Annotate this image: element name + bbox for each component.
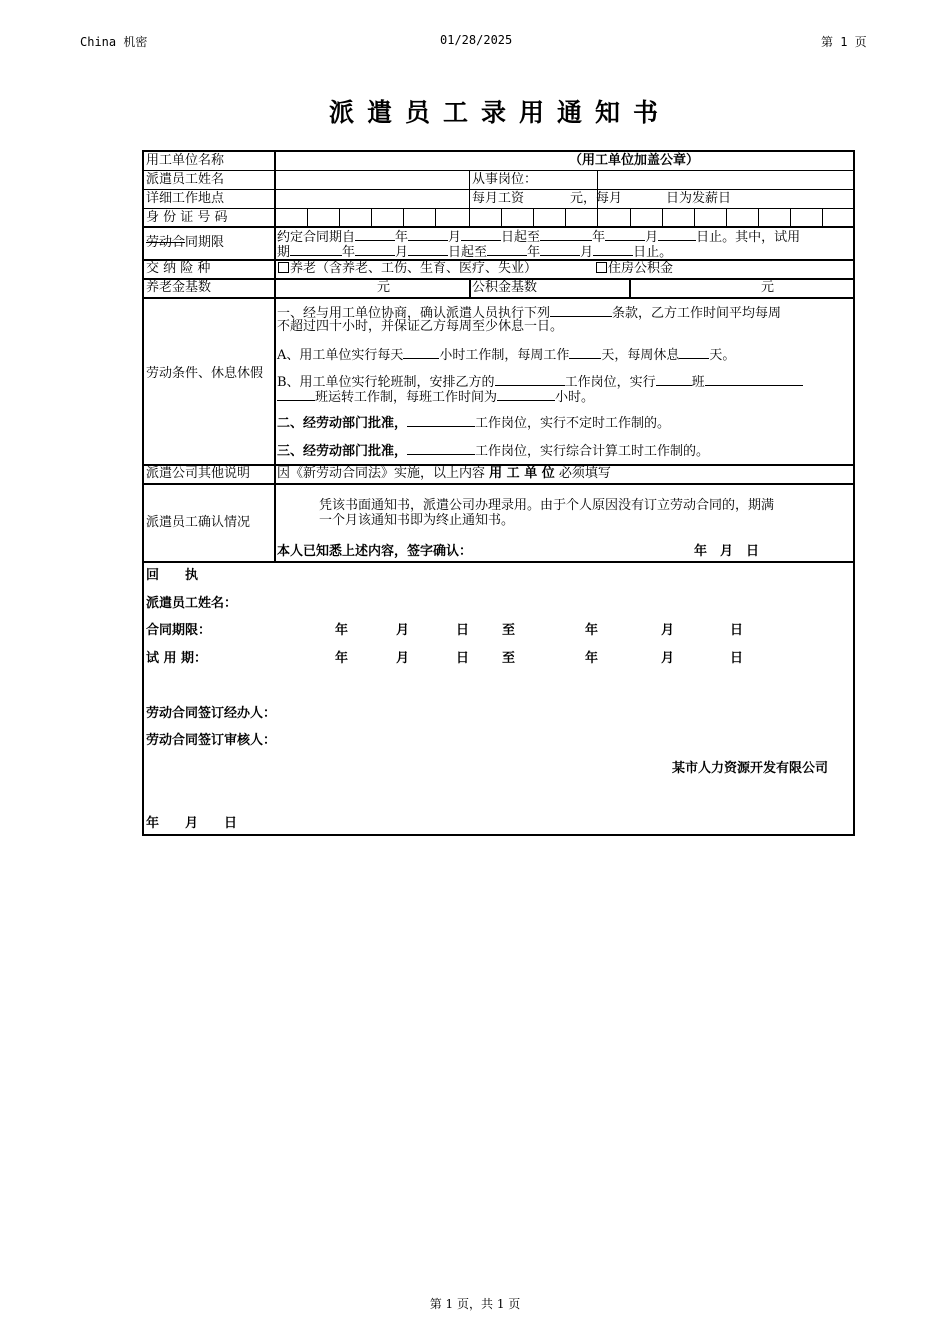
other-notes-text: 因《新劳动合同法》实施，以上内容 用 工 单 位 必须填写 [277,466,611,481]
receipt-probation-day-to: 日 [730,651,744,666]
position-label: 从事岗位： [472,172,538,187]
checkbox-icon[interactable] [278,262,289,273]
receipt-probation-day-from: 日 [456,651,470,666]
employee-name-label: 派遣员工姓名 [146,172,225,187]
receipt-probation-month-to: 月 [661,651,675,666]
receipt-probation-label: 试 用 期： [146,651,208,666]
receipt-contract-day-from: 日 [456,623,470,638]
pension-base-label: 养老金基数 [146,280,212,295]
labor-clause-1: 一、经与用工单位协商，确认派遣人员执行下列 条款，乙方工作时间平均每周 [277,306,782,321]
receipt-probation-year-from: 年 [335,651,349,666]
receipt-contract-month-to: 月 [661,623,675,638]
signature-confirm-label: 本人已知悉上述内容，签字确认： [277,544,473,559]
insurance-label: 交 纳 险 种 [146,261,211,276]
contract-period-label: 劳动合同期限 [146,235,225,250]
document-title: 派遣员工录用通知书 [328,98,671,127]
insurance-option-pension[interactable]: 养老（含养老、工伤、生育、医疗、失业） [278,261,537,277]
checkbox-icon[interactable] [596,262,607,273]
header-date: 01/28/2025 [440,33,513,47]
receipt-probation-year-to: 年 [585,651,599,666]
fund-base-label: 公积金基数 [472,280,538,295]
salary-unit: 元，每月 [570,191,623,206]
employer-stamp-note: （用工单位加盖公章） [569,153,700,168]
labor-clause-2: 二、经劳动部门批准， 工作岗位，实行不定时工作制的。 [277,416,671,431]
insurance-option-housing-fund[interactable]: 住房公积金 [596,261,673,277]
header-page: 第 1 页 [821,35,867,49]
payday-text: 日为发薪日 [666,191,732,206]
labor-clause-3: 三、经劳动部门批准， 工作岗位，实行综合计算工时工作制的。 [277,444,710,459]
employer-name-label: 用工单位名称 [146,153,225,168]
receipt-contract-day-to: 日 [730,623,744,638]
receipt-probation-month-from: 月 [396,651,410,666]
contract-line-1: 约定合同期自 年 月 日起至 年 月 日止。其中，试用 [277,230,801,245]
id-number-label: 身 份 证 号 码 [146,210,228,225]
labor-clause-a: A、用工单位实行每天 小时工作制，每周工作 天，每周休息 天。 [277,348,736,363]
confirmation-text-1: 凭该书面通知书，派遣公司办理录用。由于个人原因没有订立劳动合同的，期满 [319,498,775,513]
receipt-employee-name-label: 派遣员工姓名： [146,596,238,611]
labor-clause-b-cont: 班运转工作制，每班工作时间为 小时。 [277,388,594,406]
receipt-handler-label: 劳动合同签订经办人： [146,706,277,721]
labor-clause-b: B、用工单位实行轮班制，安排乙方的 工作岗位，实行 班 [277,373,803,391]
other-notes-label: 派遣公司其他说明 [146,466,251,481]
fund-base-unit: 元 [761,280,775,295]
receipt-probation-to: 至 [502,651,516,666]
confirmation-label: 派遣员工确认情况 [146,515,251,530]
receipt-contract-year-from: 年 [335,623,349,638]
pension-base-unit: 元 [377,280,391,295]
receipt-title: 回 执 [146,568,199,583]
receipt-contract-month-from: 月 [396,623,410,638]
receipt-date: 年 月 日 [146,816,238,831]
signature-date: 年 月 日 [694,544,760,559]
receipt-contract-to: 至 [502,623,516,638]
receipt-contract-year-to: 年 [585,623,599,638]
confirmation-text-2: 一个月该通知书即为终止通知书。 [319,513,515,528]
labor-clause-1-cont: 不超过四十小时，并保证乙方每周至少休息一日。 [277,319,564,334]
receipt-company-name: 某市人力资源开发有限公司 [672,761,829,776]
labor-conditions-label: 劳动条件、休息休假 [146,366,264,381]
contract-line-2: 期 年 月 日起至 年 月 日止。 [277,245,673,260]
header-left: China 机密 [80,35,148,49]
work-location-label: 详细工作地点 [146,191,225,206]
receipt-contract-period-label: 合同期限： [146,623,212,638]
page-footer: 第 1 页，共 1 页 [429,1297,521,1311]
receipt-reviewer-label: 劳动合同签订审核人： [146,733,277,748]
notice-form [142,150,855,836]
salary-label: 每月工资 [472,191,525,206]
